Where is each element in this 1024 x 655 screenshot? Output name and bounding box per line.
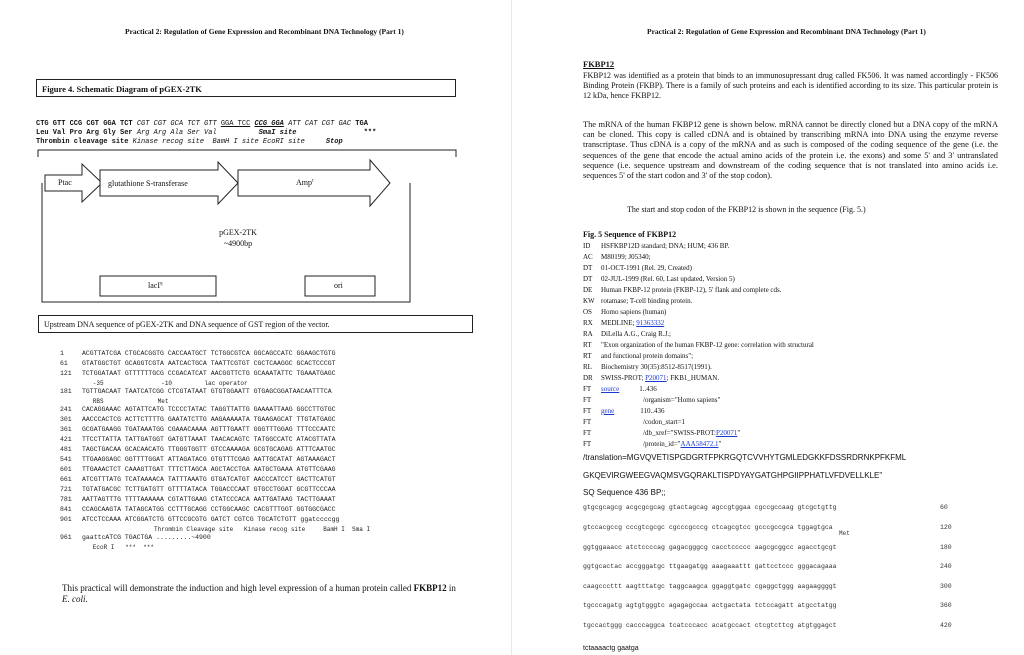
entry-line [583, 242, 729, 250]
smai-site-label: SmaI site [258, 129, 297, 137]
mrna-line-number: 60 [940, 504, 948, 511]
mrna-line-number: 300 [940, 582, 952, 590]
entry-line [583, 308, 666, 316]
closing-note [62, 583, 462, 605]
dna-line-sequence: GCGATGAAGG TGATAAATGG CGAAACAAAA AGTTTGAATT GGGTTTGGAG TTTCCCAATC [82, 426, 336, 433]
mrna-line-sequence: ggtggaaacc atctccccag gagacgggcg cacctccccc aagcgcggcc agacctgcgt [583, 543, 837, 551]
dna-line-number: 301 [60, 416, 72, 423]
dna-line [60, 426, 336, 433]
dna-line-sequence: TTGAAGGAGC GGTTTTGGAT ATTAGATACG GTGTTTCGAG AATTGCATAT AGTAAAGACT [82, 456, 336, 463]
dna-line-sequence: AATTAGTTTG TTTTAAAAAA CGTATTGAAG CTATCCCACA AATTGATAAG TACTTGAAAT [82, 496, 336, 503]
dr-line: DR SWISS-PROT; P20071; FKB1_HUMAN. [583, 374, 720, 382]
protein-id-link[interactable]: AAA58472.1 [680, 440, 719, 448]
entry-value: Human FKBP-12 protein (FKBP-12), 5' flank and complete cds. [601, 286, 782, 294]
mrna-line [583, 582, 952, 590]
thrombin-residues: Leu Val Pro Arg Gly Ser [36, 129, 133, 137]
thrombin-codons: CTG GTT CCG CGT GGA TCT [36, 120, 133, 128]
dna-line-number: 181 [60, 388, 72, 395]
right-page [512, 0, 1024, 655]
source-range: 1..436 [639, 385, 657, 393]
dna-line-sequence: TCTGGATAAT GTTTTTTGCG CCGACATCAT AACGGTTCTG GCAAATATTC TGAAATGAGC [82, 370, 336, 377]
ft-codon-line: FT /codon_start=1 [583, 418, 686, 426]
dna-line-number: 481 [60, 446, 72, 453]
dna-line-sequence: TGTTGACAAT TAATCATCGG CTCGTATAAT GTGTGGAATT GTGAGCGGATAACAATTTCA [82, 388, 332, 395]
laci-sup: q [160, 281, 163, 287]
dna-line [60, 506, 336, 513]
dna-line [60, 466, 336, 473]
note-italic: E. coli [62, 594, 86, 604]
laci-label [148, 281, 163, 290]
dna-line-sequence: RBS Met [82, 398, 169, 405]
medline-link[interactable]: 91363332 [636, 319, 665, 327]
final-sequence [583, 645, 639, 652]
entry-key: AC [583, 253, 593, 261]
entry-value: 01-OCT-1991 (Rel. 29, Created) [601, 264, 692, 272]
dna-line-number: 1 [60, 350, 64, 357]
ampr-sup: r [312, 178, 314, 184]
xref-suffix: " [737, 429, 741, 437]
ampr-label [296, 178, 314, 187]
source-link[interactable]: source [601, 385, 620, 393]
rx-line: RX MEDLINE; 91363332 [583, 319, 665, 327]
ft-source-line: FT source 1..436 [583, 385, 657, 393]
dna-line [60, 534, 211, 541]
figure-title-box: Figure 4. Schematic Diagram of pGEX-2TK [36, 79, 456, 97]
ampr-text: Amp [296, 178, 312, 187]
entry-key: DE [583, 286, 593, 294]
dna-line-sequence: Thrombin Cleavage site Kinase recog site BamH I Sma I [82, 526, 371, 533]
dna-line-sequence: AACCCACTCG ACTTCTTTTG GAATATCTTG AAGAAAAATA TGAAGAGCAT TTGTATGAGC [82, 416, 336, 423]
mrna-line-sequence: ggtgcactac accgggatgc ttgaagatgg aaagaaattt gattcctccc gggacagaaa [583, 563, 837, 570]
dna-line-sequence: EcoR I *** *** [82, 544, 155, 551]
dna-line-number: 781 [60, 496, 72, 503]
dna-line-number: 961 [60, 534, 72, 541]
mrna-line [583, 621, 952, 629]
bamhi-site-label: BamH I site [212, 138, 259, 146]
mrna-line-number: 180 [940, 543, 952, 551]
protein-suffix: " [718, 440, 722, 448]
dna-line-sequence: TAGCTGACAA GCACAACATG TTGGGTGGTT GTCCAAAAGA GCGTGCAGAG ATTTCAATGC [82, 446, 336, 453]
dna-line [60, 350, 336, 357]
dna-line [60, 496, 336, 503]
xref-link[interactable]: P20071 [715, 429, 738, 437]
dna-line-sequence: gaattcATCG TGACTGA .........~4900 [82, 534, 211, 541]
dna-line-number: 901 [60, 516, 72, 523]
translation-line-1: /translation=MGVQVETISPGDGRTFPKRGQTCVVHYTGMLEDGKKFDSSRDRNKPFKFML [583, 453, 907, 462]
dna-line [60, 360, 336, 367]
entry-line [583, 275, 735, 283]
gene-link[interactable]: gene [601, 407, 615, 415]
ft-organism-line: FT /organism="Homo sapiens" [583, 396, 721, 404]
swissprot-link[interactable]: P20071 [645, 374, 667, 382]
dna-annotation [60, 544, 154, 551]
fig5-title: Fig. 5 Sequence of FKBP12 [583, 230, 677, 239]
bamhi-codons: GGA TCC [220, 120, 251, 128]
note-text-3: . [85, 594, 88, 604]
entry-key: ID [583, 242, 591, 250]
met-label: Met [839, 530, 850, 537]
kinase-site-label: Kinase recog site [132, 138, 205, 146]
ft-protein-line: FT /protein_id="AAA58472.1" [583, 440, 722, 448]
page-header-right: Practical 2: Regulation of Gene Expression and Recombinant DNA Technology (Part 1) [647, 27, 926, 36]
dna-line-number: 661 [60, 476, 72, 483]
dna-line-number: 601 [60, 466, 72, 473]
rt-text-1: "Exon organization of the human FKBP-12 gene: correlation with structural [601, 341, 814, 349]
protein-prefix: /protein_id=" [643, 440, 681, 448]
mrna-line-sequence: caagcccttt aagtttatgc taggcaagca ggaggtgatc cgaggctggg aagaaggggt [583, 582, 837, 590]
entry-key: OS [583, 308, 592, 316]
entry-line [583, 286, 782, 294]
dna-annotation [60, 380, 248, 387]
kinase-residues: Arg Arg Ala Ser Val [136, 129, 217, 137]
entry-line [583, 253, 651, 261]
entry-key: DT [583, 275, 593, 283]
dna-line-number: 361 [60, 426, 72, 433]
dna-line-sequence: TTGAAACTCT CAAAGTTGAT TTTCTTAGCA AGCTACCTGA AATGCTGAAA ATGTTCGAAG [82, 466, 336, 473]
entry-line [583, 297, 692, 305]
ft-xref-line: FT /db_xref="SWISS-PROT:P20071" [583, 429, 741, 437]
dna-annotation [60, 398, 168, 405]
ecori-site-label: EcoRI site [262, 138, 305, 146]
intro-paragraph: FKBP12 was identified as a protein that binds to an immunosupressant drug called FK506. It was named accordingly - FK506 Binding Protein (FKBP). There is a family of such proteins and each is identified according to its size. This particular protein is 12 kDa, hence FKBP12. [583, 71, 998, 100]
dna-line-sequence: ATCCTCCAAA ATCGGATCTG GTTCCGCGTG GATCT CGTCG TGCATCTGTT ggatccccgg [82, 516, 340, 523]
codon-start: /codon_start=1 [643, 418, 686, 426]
smai-codons: CCG GGA [254, 120, 284, 128]
mrna-line [583, 543, 952, 551]
ampr-arrow [238, 160, 390, 206]
dr-suffix: ; FKB1_HUMAN. [666, 374, 720, 382]
ra-line: RA DiLella A.G., Craig R.J.; [583, 330, 671, 338]
xref-prefix: /db_xref="SWISS-PROT: [643, 429, 716, 437]
rx-prefix: MEDLINE; [601, 319, 637, 327]
mrna-line-number: 360 [940, 602, 952, 609]
dna-line-sequence: TTCCTTATTA TATTGATGGT GATGTTAAAT TAACACAGTC TATGGCCATC ATACGTTATA [82, 436, 336, 443]
mrna-line [583, 602, 952, 609]
plasmid-size: ~4900bp [223, 239, 253, 248]
dna-line [60, 416, 336, 423]
organism-text: /organism="Homo sapiens" [643, 396, 721, 404]
dna-annotation [60, 526, 370, 533]
ptac-label: Ptac [58, 178, 72, 187]
dna-line-number: 541 [60, 456, 72, 463]
dna-line-sequence: CACAGGAAAC AGTATTCATG TCCCCTATAC TAGGTTATTG GAAAATTAAG GGCCTTGTGC [82, 406, 336, 413]
ori-label: ori [334, 281, 343, 290]
mrna-line [583, 563, 952, 570]
dna-line-sequence: GTATGGCTGT GCAGGTCGTA AATCACTGCA TAATTCGTGT CGCTCAAGGC GCACTCCCGT [82, 360, 336, 367]
dna-line [60, 486, 336, 493]
gst-label: glutathione S-transferase [108, 179, 188, 188]
entry-value: M80199; J05340; [601, 253, 651, 261]
thrombin-site-label: Thrombin cleavage site [36, 138, 129, 146]
dna-line-number: 241 [60, 406, 72, 413]
rl-line: RL Biochemistry 30(35):8512-8517(1991). [583, 363, 712, 371]
kinase-codons: CGT CGT GCA TCT GTT [136, 120, 217, 128]
mrna-line-number: 240 [940, 563, 952, 570]
dna-line-sequence: ATCGTTTATG TCATAAAACA TATTTAAATG GTGATCATGT AACCCATCCT GACTTCATGT [82, 476, 336, 483]
stop-stars: *** [363, 129, 377, 137]
dna-line [60, 406, 336, 413]
mrna-line-number: 420 [940, 621, 952, 629]
rt-line-2: RT and functional protein domains"; [583, 352, 694, 360]
dr-prefix: SWISS-PROT; [601, 374, 646, 382]
dna-line-sequence: TGTATGACGC TCTTGATGTT GTTTTATACA TGGACCCAAT GTGCCTGGAT GCGTTCCCAA [82, 486, 336, 493]
dna-line-number: 61 [60, 360, 68, 367]
gene-range: 110..436 [640, 407, 665, 415]
laci-text: lacI [148, 281, 160, 290]
dna-line-sequence: ACGTTATCGA CTGCACGGTG CACCAATGCT TCTGGCGTCA GGCAGCCATC GGAAGCTGTG [82, 350, 336, 357]
plasmid-name: pGEX-2TK [219, 228, 257, 237]
cdna-paragraph: The mRNA of the human FKBP12 gene is shown below. mRNA cannot be directly cloned but a DNA copy of the mRNA can be cloned. This copy is called cDNA and is obtained by transcribing mRNA into DNA using the enzyme reverse transcriptase. Thus cDNA is a copy of the mRNA and as such is composed of the coding sequence of the gene (i.e. the sequences of the gene that encode the actual amino acids of the protein i.e. the exons) and some 5' and 3' untranslated sequence (i.e. sequence upstream and downstream of the coding sequence that is not translated into amino acids i.e. sequences 5' of the start codon and 3' of the stop codon). [583, 120, 998, 181]
stop-codon: TGA [355, 120, 368, 128]
mrna-line-sequence: tgccactggg cacccaggca tcatcccacc acatgccact ctcgtcttcg atgtggagct [583, 621, 837, 629]
entry-key: KW [583, 297, 595, 305]
entry-value: HSFKBP12D standard; DNA; HUM; 436 BP. [601, 242, 730, 250]
mrna-line-sequence: gtgcgcagcg acgcgcgcag gtactagcag agccgtggaa cgccgccaag gtcgctgttg [583, 504, 837, 511]
mrna-line-sequence: tgcccagatg agtgtgggtc agagagccaa actgactata tctccagatt atgcctatgg [583, 602, 837, 609]
dna-line-sequence: CCAGCAAGTA TATAGCATGG CCTTTGCAGG CCTGGCAAGC CACGTTTGGT GGTGGCGACC [82, 506, 336, 513]
dna-line-number: 721 [60, 486, 72, 493]
ft-gene-line: FT gene 110..436 [583, 407, 665, 415]
start-stop-paragraph: The start and stop codon of the FKBP12 is shown in the sequence (Fig. 5.) [627, 205, 866, 214]
stop-label: Stop [325, 138, 343, 146]
ecori-codons: ATT CAT CGT GAC [288, 120, 352, 128]
dna-line [60, 388, 332, 395]
entry-value: 02-JUL-1999 (Rel. 60, Last updated, Version 5) [601, 275, 735, 283]
dna-line [60, 436, 336, 443]
mrna-line-number: 120 [940, 524, 952, 531]
mrna-line-sequence: gtccacgccg cccgtcgcgc cgcccgcccg ctcagcgtcc gcccgccgca tggagtgca [583, 524, 833, 531]
mrna-line [583, 524, 952, 531]
section-title: FKBP12 [583, 59, 615, 69]
translation-line-2: GKQEVIRGWEEGVAQMSVGQRAKLTISPDYAYGATGHPGIIPPHATLVFDVELLKLE" [583, 471, 883, 480]
final-seq-text: tctaaaactg gaatga [583, 645, 639, 652]
rt-line-1: RT "Exon organization of the human FKBP-12 gene: correlation with structural [583, 341, 814, 349]
rl-text: Biochemistry 30(35):8512-8517(1991). [601, 363, 712, 371]
dna-line-number: 121 [60, 370, 72, 377]
dna-line-number: 841 [60, 506, 72, 513]
dna-line [60, 456, 336, 463]
dna-line [60, 370, 336, 377]
sq-line: SQ Sequence 436 BP;; [583, 488, 666, 497]
plasmid-diagram [0, 0, 512, 320]
rt-text-2: and functional protein domains"; [601, 352, 694, 360]
entry-line [583, 264, 692, 272]
upstream-title-box: Upstream DNA sequence of pGEX-2TK and DNA sequence of GST region of the vector. [38, 315, 473, 333]
dna-line [60, 446, 336, 453]
note-bold: FKBP12 [413, 583, 447, 593]
dna-line-sequence: -35 -10 lac operator [82, 380, 248, 387]
note-text-2: in [446, 583, 456, 593]
page-header: Practical 2: Regulation of Gene Expression and Recombinant DNA Technology (Part 1) [125, 27, 404, 36]
dna-line [60, 476, 336, 483]
dna-line [60, 516, 339, 523]
insert-bracket [38, 150, 456, 157]
ra-text: DiLella A.G., Craig R.J.; [601, 330, 671, 338]
note-text-1: This practical will demonstrate the induction and high level expression of a human protein called [62, 583, 414, 593]
entry-key: DT [583, 264, 593, 272]
mrna-line [583, 504, 948, 511]
entry-value: rotamase; T-cell binding protein. [601, 297, 693, 305]
entry-value: Homo sapiens (human) [601, 308, 667, 316]
ptac-arrow [45, 164, 102, 202]
dna-line-number: 421 [60, 436, 72, 443]
